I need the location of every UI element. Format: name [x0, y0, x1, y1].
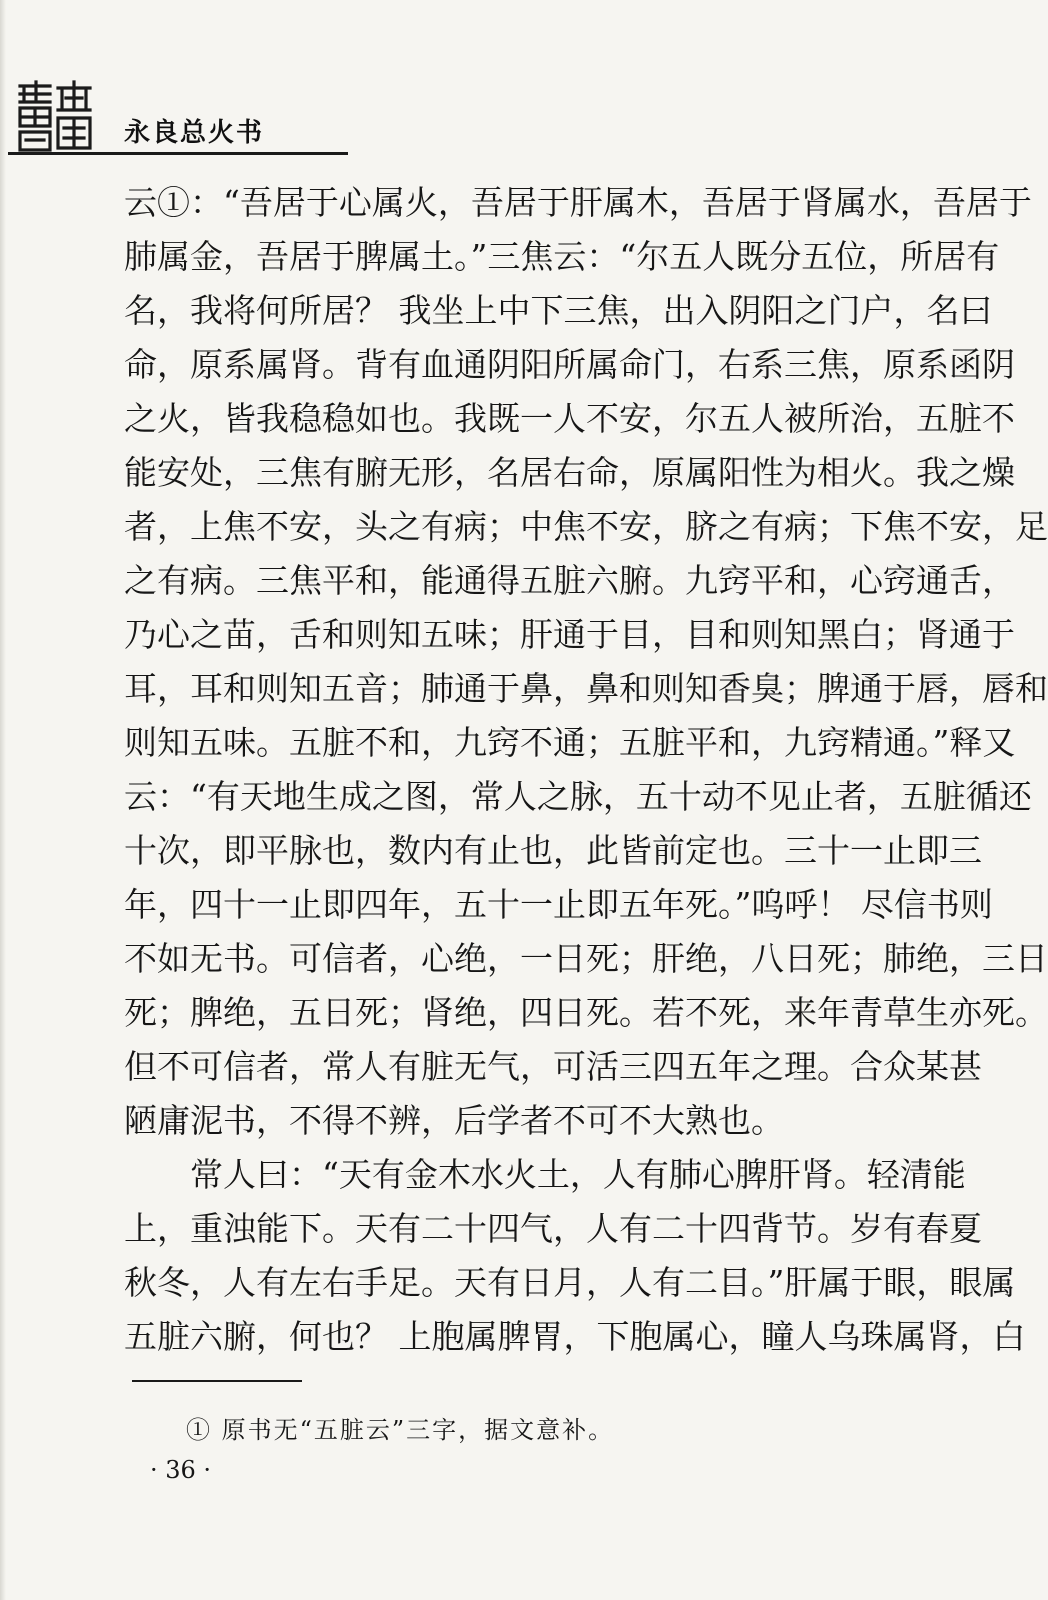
text-line: 之有病。三焦平和，能通得五脏六腑。九窍平和，心窍通舌，: [124, 561, 1015, 600]
footnote-rule: [132, 1380, 302, 1382]
running-title: 永良总火书: [124, 118, 265, 148]
text-line: 五脏六腑，何也？ 上胞属脾胃，下胞属心，瞳人乌珠属肾，白: [124, 1317, 1026, 1356]
text-line: 耳，耳和则知五音；肺通于鼻，鼻和则知香臭；脾通于唇，唇和: [124, 669, 1048, 708]
header-rule: [8, 152, 348, 155]
text-line: 乃心之苗，舌和则知五味；肝通于目，目和则知黑白；肾通于: [124, 615, 1015, 654]
seal-logo: [16, 80, 94, 152]
text-line: 云：“有天地生成之图，常人之脉，五十动不见止者，五脏循还: [124, 777, 1032, 816]
text-line: 者，上焦不安，头之有病；中焦不安，脐之有病；下焦不安，足: [124, 507, 1048, 546]
text-line: 肺属金，吾居于脾属土。”三焦云：“尔五人既分五位，所居有: [124, 237, 1000, 276]
text-line: 不如无书。可信者，心绝，一日死；肝绝，八日死；肺绝，三日: [124, 939, 1048, 978]
text-line: 秋冬，人有左右手足。天有日月，人有二目。”肝属于眼，眼属: [124, 1263, 1016, 1302]
text-line: 名，我将何所居？ 我坐上中下三焦，出入阴阳之门户，名曰: [124, 291, 993, 330]
text-line: 十次，即平脉也，数内有止也，此皆前定也。三十一止即三: [124, 831, 982, 870]
text-line: 命，原系属肾。背有血通阴阳所属命门，右系三焦，原系函阴: [124, 345, 1015, 384]
text-line: 能安处，三焦有腑无形，名居右命，原属阳性为相火。我之燥: [124, 453, 1015, 492]
paragraph-end-line: 陋庸泥书，不得不辨，后学者不可不大熟也。: [124, 1101, 784, 1140]
footnote: ① 原书无“五脏云”三字，据文意补。: [186, 1416, 615, 1444]
page-number: · 36 ·: [150, 1456, 212, 1484]
text-line: 则知五味。五脏不和，九窍不通；五脏平和，九窍精通。”释又: [124, 723, 1016, 762]
text-line: 但不可信者，常人有脏无气，可活三四五年之理。合众某甚: [124, 1047, 982, 1086]
text-line: 上，重浊能下。天有二十四气，人有二十四背节。岁有春夏: [124, 1209, 982, 1248]
text-line: 云①：“吾居于心属火，吾居于肝属木，吾居于肾属水，吾居于: [124, 183, 1032, 222]
text-line: 死；脾绝，五日死；肾绝，四日死。若不死，来年青草生亦死。: [124, 993, 1048, 1032]
page-edge-shadow: [0, 0, 6, 1600]
paragraph-start-line: 常人曰：“天有金木水火土，人有肺心脾肝肾。轻清能: [190, 1155, 966, 1194]
body-text: [124, 176, 1048, 1364]
text-line: 之火，皆我稳稳如也。我既一人不安，尔五人被所治，五脏不: [124, 399, 1015, 438]
text-line: 年，四十一止即四年，五十一止即五年死。”呜呼！ 尽信书则: [124, 885, 993, 924]
